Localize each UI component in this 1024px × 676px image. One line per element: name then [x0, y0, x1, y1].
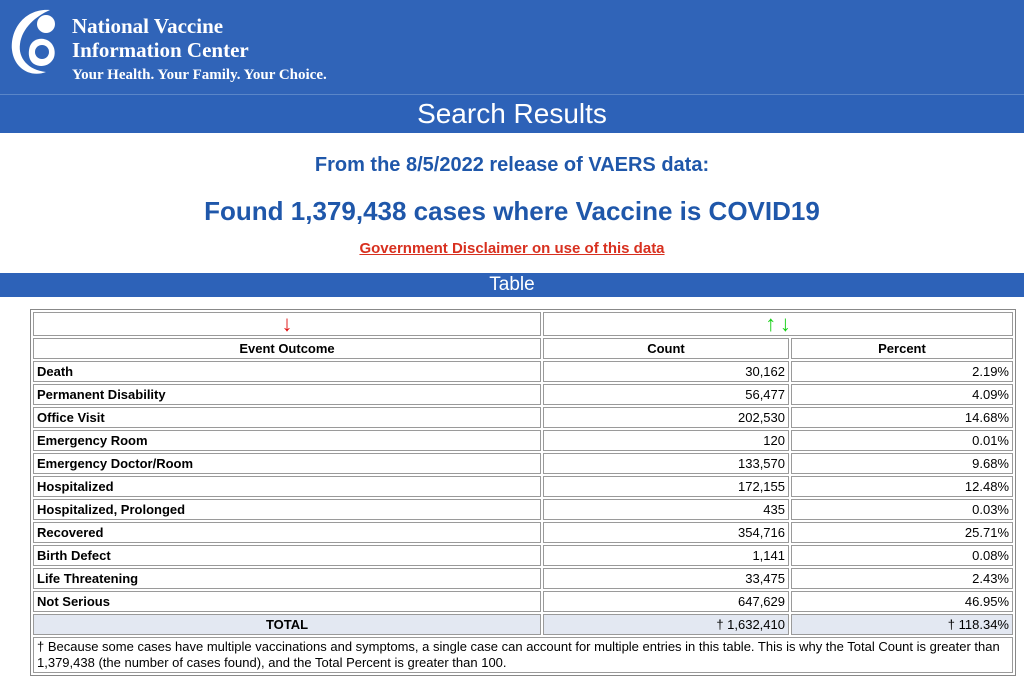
- column-header-outcome: Event Outcome: [33, 338, 541, 359]
- table-row: [33, 591, 1013, 612]
- disclaimer-link[interactable]: Government Disclaimer on use of this data: [359, 240, 665, 257]
- count-cell: 56,477: [543, 384, 789, 405]
- tagline: Your Health. Your Family. Your Choice.: [72, 67, 327, 83]
- percent-cell: 0.08%: [791, 545, 1013, 566]
- outcome-cell: Death: [33, 361, 541, 382]
- table-row: [33, 476, 1013, 497]
- count-cell: 354,716: [543, 522, 789, 543]
- results-table: [30, 309, 1016, 676]
- percent-cell: 14.68%: [791, 407, 1013, 428]
- brand-block: [72, 14, 327, 86]
- found-cases-heading: Found 1,379,438 cases where Vaccine is COVID19: [204, 196, 820, 226]
- percent-cell: 0.01%: [791, 430, 1013, 451]
- total-percent-cell: † 118.34%: [791, 614, 1013, 635]
- table-row: [33, 522, 1013, 543]
- outcome-cell: Life Threatening: [33, 568, 541, 589]
- outcome-cell: Permanent Disability: [33, 384, 541, 405]
- nvic-logo-icon[interactable]: [6, 6, 66, 80]
- outcome-cell: Hospitalized, Prolonged: [33, 499, 541, 520]
- column-header-count: Count: [543, 338, 789, 359]
- percent-cell: 2.43%: [791, 568, 1013, 589]
- site-header: [0, 0, 1024, 94]
- count-cell: 172,155: [543, 476, 789, 497]
- percent-cell: 12.48%: [791, 476, 1013, 497]
- org-name-line2: Information Center: [72, 38, 249, 62]
- count-cell: 133,570: [543, 453, 789, 474]
- outcome-cell: Office Visit: [33, 407, 541, 428]
- results-table-wrapper: [30, 309, 1016, 676]
- sort-cell-outcome: [33, 312, 541, 336]
- percent-cell: 9.68%: [791, 453, 1013, 474]
- table-title: Table: [0, 273, 1024, 297]
- outcome-cell: Recovered: [33, 522, 541, 543]
- percent-cell: 4.09%: [791, 384, 1013, 405]
- outcome-cell: Emergency Doctor/Room: [33, 453, 541, 474]
- outcome-cell: Birth Defect: [33, 545, 541, 566]
- total-count-cell: † 1,632,410: [543, 614, 789, 635]
- sort-down-arrow-icon[interactable]: ↓: [779, 311, 791, 336]
- table-row: [33, 499, 1013, 520]
- table-row: [33, 568, 1013, 589]
- table-row: [33, 453, 1013, 474]
- table-row: [33, 361, 1013, 382]
- org-name-line1: National Vaccine: [72, 14, 224, 38]
- disclaimer-container: [0, 239, 1024, 259]
- percent-cell: 2.19%: [791, 361, 1013, 382]
- footnote-text: † Because some cases have multiple vaccinations and symptoms, a single case can account for multiple entries in this table. This is why the Total Count is greater than 1,379,438 (the number of cases found), and the Total Percent is greater than 100.: [33, 637, 1013, 673]
- table-row: [33, 430, 1013, 451]
- sort-row: [33, 312, 1013, 336]
- table-row: [33, 545, 1013, 566]
- total-label-cell: TOTAL: [33, 614, 541, 635]
- outcome-cell: Hospitalized: [33, 476, 541, 497]
- table-row: [33, 384, 1013, 405]
- percent-cell: 0.03%: [791, 499, 1013, 520]
- count-cell: 435: [543, 499, 789, 520]
- count-cell: 647,629: [543, 591, 789, 612]
- count-cell: 33,475: [543, 568, 789, 589]
- sort-up-arrow-icon[interactable]: ↑: [765, 311, 777, 336]
- total-row: [33, 614, 1013, 635]
- count-cell: 202,530: [543, 407, 789, 428]
- page-title: Search Results: [0, 94, 1024, 133]
- column-header-percent: Percent: [791, 338, 1013, 359]
- sort-cell-count: [543, 312, 1013, 336]
- table-row: [33, 407, 1013, 428]
- outcome-cell: Emergency Room: [33, 430, 541, 451]
- count-cell: 120: [543, 430, 789, 451]
- percent-cell: 25.71%: [791, 522, 1013, 543]
- release-line: From the 8/5/2022 release of VAERS data:: [314, 154, 710, 176]
- count-cell: 30,162: [543, 361, 789, 382]
- sort-down-arrow-icon[interactable]: ↓: [281, 311, 293, 336]
- outcome-cell: Not Serious: [33, 591, 541, 612]
- percent-cell: 46.95%: [791, 591, 1013, 612]
- header-row: [33, 338, 1013, 359]
- count-cell: 1,141: [543, 545, 789, 566]
- footnote-row: [33, 637, 1013, 673]
